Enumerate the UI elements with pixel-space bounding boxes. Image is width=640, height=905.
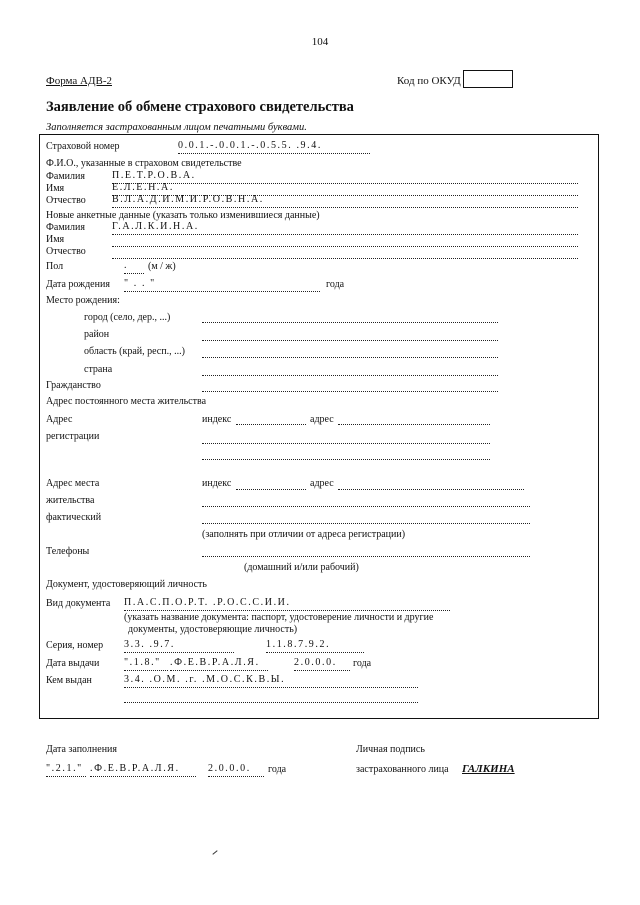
issued-by-field[interactable]: 3.4. .О.М. .г. .М.О.С.К.В.Ы. bbox=[124, 674, 418, 688]
insurance-number-label: Страховой номер bbox=[46, 141, 120, 152]
issue-day-field[interactable]: ".1.8." bbox=[124, 657, 168, 671]
actual-address-field[interactable] bbox=[338, 477, 524, 490]
reg-address-label-2: регистрации bbox=[46, 431, 100, 442]
number-field[interactable]: 1.1.8.7.9.2. bbox=[266, 639, 364, 653]
actual-address-field-3[interactable] bbox=[202, 511, 530, 524]
sex-label: Пол bbox=[46, 261, 64, 272]
issue-month-field[interactable]: .Ф.Е.В.Р.А.Л.Я. bbox=[170, 657, 268, 671]
reg-index-label: индекс bbox=[202, 414, 232, 425]
document-type-field[interactable]: П.А.С.П.О.Р.Т. .Р.О.С.С.И.И. bbox=[124, 597, 450, 611]
region-field[interactable] bbox=[202, 345, 498, 358]
series-field[interactable]: 3.3. .9.7. bbox=[124, 639, 234, 653]
reg-address-field[interactable] bbox=[338, 412, 490, 425]
reg-address-word: адрес bbox=[310, 414, 334, 425]
reg-address-field-2[interactable] bbox=[202, 431, 490, 444]
name-old-label: Имя bbox=[46, 183, 65, 194]
series-label: Серия, номер bbox=[46, 640, 104, 651]
actual-address-label-3: фактический bbox=[46, 512, 102, 523]
region-label: область (край, респ., ...) bbox=[84, 346, 185, 357]
citizenship-field[interactable] bbox=[202, 379, 498, 392]
birth-date-field[interactable]: " . . " bbox=[124, 278, 320, 292]
phones-field[interactable] bbox=[202, 544, 530, 557]
patronymic-old-label: Отчество bbox=[46, 195, 86, 206]
actual-address-label: Адрес места bbox=[46, 478, 100, 489]
fill-year-field[interactable]: 2.0.0.0. bbox=[208, 763, 264, 777]
surname-new-field[interactable]: Г.А.Л.К.И.Н.А. bbox=[112, 221, 578, 235]
issue-year-field[interactable]: 2.0.0.0. bbox=[294, 657, 350, 671]
surname-old-label: Фамилия bbox=[46, 171, 85, 182]
actual-address-field-2[interactable] bbox=[202, 494, 530, 507]
city-label: город (село, дер., ...) bbox=[84, 312, 171, 323]
country-label: страна bbox=[84, 364, 113, 375]
signature-label-2: застрахованного лица bbox=[356, 764, 449, 775]
city-field[interactable] bbox=[202, 310, 498, 323]
issued-by-label: Кем выдан bbox=[46, 675, 92, 686]
fill-day-field[interactable]: ".2.1." bbox=[46, 763, 86, 777]
reg-address-field-3[interactable] bbox=[202, 447, 490, 460]
patronymic-old-field[interactable]: В.Л.А.Д.И.М.И.Р.О.В.Н.А. bbox=[112, 194, 578, 208]
patronymic-new-field[interactable] bbox=[112, 245, 578, 259]
issue-date-suffix: года bbox=[353, 658, 372, 669]
scan-mark bbox=[212, 850, 217, 855]
reg-address-heading: Адрес постоянного места жительства bbox=[46, 396, 207, 407]
okud-label: Код по ОКУД bbox=[397, 75, 461, 87]
fill-date-suffix: года bbox=[268, 764, 287, 775]
country-field[interactable] bbox=[202, 363, 498, 376]
phones-label: Телефоны bbox=[46, 546, 90, 557]
surname-new-label: Фамилия bbox=[46, 222, 85, 233]
birth-date-label: Дата рождения bbox=[46, 279, 110, 290]
district-field[interactable] bbox=[202, 328, 498, 341]
signature-value: ГАЛКИНА bbox=[462, 763, 515, 775]
patronymic-new-label: Отчество bbox=[46, 246, 86, 257]
birth-date-suffix: года bbox=[326, 279, 345, 290]
document-type-note: (указать название документа: паспорт, удостоверение личности и другие bbox=[124, 612, 434, 623]
birth-place-label: Место рождения: bbox=[46, 295, 120, 306]
page-subtitle: Заполняется застрахованным лицом печатными буквами. bbox=[46, 122, 307, 133]
issue-date-label: Дата выдачи bbox=[46, 658, 100, 669]
actual-index-label: индекс bbox=[202, 478, 232, 489]
document-type-note-2: документы, удостоверяющие личность) bbox=[128, 624, 298, 635]
district-label: район bbox=[84, 329, 110, 340]
page-number: 104 bbox=[311, 36, 329, 48]
okud-code-field[interactable] bbox=[463, 70, 513, 88]
reg-index-field[interactable] bbox=[236, 412, 306, 425]
actual-address-note: (заполнять при отличии от адреса регистрации) bbox=[202, 529, 406, 540]
signature-label: Личная подпись bbox=[356, 744, 425, 755]
issued-by-field-2[interactable] bbox=[124, 690, 418, 703]
form-code: Форма АДВ-2 bbox=[46, 75, 112, 87]
sex-field[interactable]: . bbox=[124, 260, 144, 274]
phones-note: (домашний и/или рабочий) bbox=[244, 562, 359, 573]
sex-hint: (м / ж) bbox=[148, 261, 176, 272]
page-title: Заявление об обмене страхового свидетельства bbox=[46, 99, 354, 115]
name-old-field[interactable]: Е.Л.Е.Н.А. bbox=[112, 182, 578, 196]
actual-index-field[interactable] bbox=[236, 477, 306, 490]
document-heading: Документ, удостоверяющий личность bbox=[46, 579, 207, 590]
surname-old-field[interactable]: П.Е.Т.Р.О.В.А. bbox=[112, 170, 578, 184]
actual-address-label-2: жительства bbox=[46, 495, 95, 506]
fill-date-label: Дата заполнения bbox=[46, 744, 117, 755]
fill-month-field[interactable]: .Ф.Е.В.Р.А.Л.Я. bbox=[90, 763, 196, 777]
name-new-label: Имя bbox=[46, 234, 65, 245]
citizenship-label: Гражданство bbox=[46, 380, 101, 391]
fio-new-heading: Новые анкетные данные (указать только изменившиеся данные) bbox=[46, 210, 320, 221]
document-type-label: Вид документа bbox=[46, 598, 111, 609]
insurance-number-field[interactable]: 0.0.1.-.0.0.1.-.0.5.5. .9.4. bbox=[178, 140, 370, 154]
fio-old-heading: Ф.И.О., указанные в страховом свидетельстве bbox=[46, 158, 242, 169]
actual-address-word: адрес bbox=[310, 478, 334, 489]
reg-address-label: Адрес bbox=[46, 414, 73, 425]
